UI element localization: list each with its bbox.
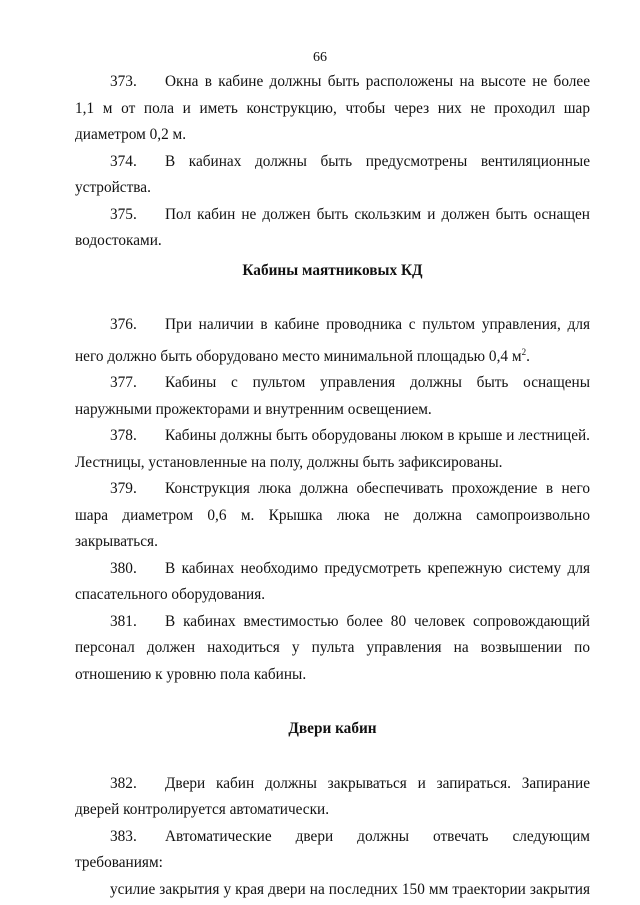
clause-379 (75, 476, 590, 556)
section-heading-pendulum-cabins: Кабины маятниковых КД (242, 261, 423, 279)
page-number: 66 (313, 50, 327, 65)
clause-374 (75, 149, 590, 202)
clause-text: Пол кабин не должен быть скользким и должен быть оснащен водостоками. (75, 205, 590, 249)
clause-number: 380. (110, 559, 137, 577)
clause-text: В кабинах должны быть предусмотрены вентиляционные устройства. (75, 152, 590, 196)
clause-text: При наличии в кабине проводника с пультом управления, для него должно быть оборудовано место минимальной площадью 0,4 м (75, 316, 590, 365)
clause-number: 377. (110, 374, 137, 392)
clause-number: 373. (110, 73, 137, 90)
clause-text: Автоматические двери должны отвечать следующим требованиям: (75, 827, 590, 872)
clause-tail: . (526, 347, 530, 365)
clause-number: 381. (110, 612, 137, 630)
clause-text: Окна в кабине должны быть расположены на высоте не более 1,1 м от пола и иметь конструкцию, чтобы через них не проходил шар диаметром 0,2 м. (75, 73, 590, 143)
clause-text: В кабинах вместимостью более 80 человек сопровождающий персонал должен находиться у пульта управления на возвышении по отношению к уровню пола кабины. (75, 612, 590, 683)
section-heading-cabin-doors: Двери кабин (288, 720, 377, 738)
clause-text: Конструкция люка должна обеспечивать прохождение в него шара диаметром 0,6 м. Крышка люка не должна самопроизвольно закрываться. (75, 480, 590, 551)
clause-375 (75, 202, 590, 255)
clause-number: 376. (110, 316, 137, 333)
clause-380 (75, 556, 590, 609)
clause-381 (75, 609, 590, 689)
clause-number: 374. (110, 152, 137, 170)
clause-text: Кабины с пультом управления должны быть оснащены наружными прожекторами и внутренним освещением. (75, 374, 590, 418)
document-body (75, 69, 590, 903)
continuation-line: усилие закрытия у края двери на последних 150 мм траектории закрытия (110, 880, 590, 898)
superscript: 2 (521, 346, 527, 357)
clause-text: Двери кабин должны закрываться и запираться. Запирание дверей контролируется автоматически. (75, 774, 590, 819)
clause-number: 375. (110, 205, 137, 223)
clause-377 (75, 370, 590, 423)
clause-number: 383. (110, 827, 137, 845)
clause-number: 379. (110, 480, 137, 498)
clause-382 (75, 771, 590, 824)
clause-number: 382. (110, 774, 137, 792)
clause-378 (75, 423, 590, 476)
clause-text: В кабинах необходимо предусмотреть крепежную систему для спасательного оборудования. (75, 559, 590, 604)
clause-number: 378. (110, 427, 137, 445)
clause-376 (75, 312, 590, 370)
clause-383 (75, 824, 590, 877)
clause-text: Кабины должны быть оборудованы люком в крыше и лестницей. Лестницы, установленные на полу, должны быть зафиксированы. (75, 427, 590, 471)
clause-373 (75, 69, 590, 149)
